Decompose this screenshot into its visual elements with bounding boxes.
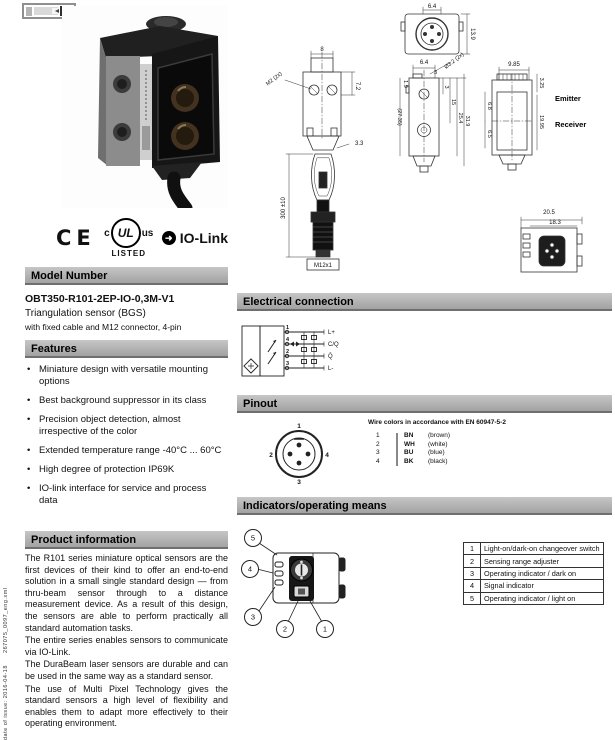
pinout-row-pin: 3 [376,449,380,456]
product-info-paragraph: The use of Multi Pixel Technology gives the standard sensors a high level of flexibility and enables them to adapt more effectively to their operating environment. [25,683,228,729]
dim-conn-inner: 18.3 [549,220,561,226]
pinout-row-pin: 4 [376,457,380,465]
indicators-row: 4 Signal indicator [464,580,604,592]
section-header-features: Features [25,340,228,358]
pinout-pin-right: 4 [325,452,329,459]
circuit-pin-label: L- [328,366,334,372]
ce-mark-icon: CE [56,226,96,250]
circuit-pin-label: C/Q [328,342,339,348]
dim-front-width: 8 [320,47,324,53]
model-description: with fixed cable and M12 connector, 4-pin [25,322,182,332]
section-header-electrical-connection: Electrical connection [237,293,612,311]
dim-side-ref: (27.35) [396,108,402,126]
pinout-row-pin: 2 [376,440,380,448]
feature-item: • Best background suppressor in its class [25,395,222,407]
product-information-text [25,553,228,731]
pinout-row-pin: 1 [376,432,380,439]
section-header-pinout: Pinout [237,395,612,413]
dim-front-side: 7.2 [354,81,360,91]
model-number: OBT350-R101-2EP-IO-0,3M-V1 [25,293,175,305]
ul-listed-icon: c UL us LISTED [101,218,157,258]
pinout-row-color: (brown) [428,432,451,439]
pinout-row-color: (blue) [428,449,445,456]
pinout-pin-bottom: 3 [297,479,301,486]
model-subtitle: Triangulation sensor (BGS) [25,308,146,319]
indicators-row: 2 Sensing range adjuster [464,555,604,567]
dim-thread: M12x1 [313,263,333,269]
circuit-pin-number: 2 [286,349,290,355]
dim-side-hole-offset: 3 [434,70,438,76]
pinout-row-color: (black) [428,457,448,465]
circuit-pin-number: 3 [286,361,290,367]
indicators-diagram [240,525,355,652]
callout-4: 4 [247,564,253,574]
indicators-row: 1 Light-on/dark-on changeover switch [464,543,604,555]
pinout-table-divider [396,433,398,466]
dim-side-total: 31.9 [464,115,470,127]
label-receiver: Receiver [555,120,587,129]
dim-rear-height: 19.95 [538,115,544,129]
dim-side-mid: 15 [450,98,456,106]
label-emitter: Emitter [555,94,581,103]
callout-5: 5 [250,533,256,543]
pinout-row-code: WH [404,440,415,448]
dim-front-bottom: 3.3 [355,141,364,147]
circuit-pin-label: L+ [328,330,335,336]
pinout-row-code: BU [404,449,414,456]
feature-item: • Miniature design with versatile mounting options [25,364,222,388]
callout-2: 2 [282,624,288,634]
dim-side-nub: 1.9 [402,80,408,88]
pinout-row-code: BK [404,457,414,465]
feature-item: • Precision object detection, almost irrespective of the color [25,414,222,438]
pinout-wire-table [376,432,468,466]
section-header-indicators: Indicators/operating means [237,497,612,515]
pinout-connector-diagram [266,420,332,491]
callout-1: 1 [322,624,328,634]
dim-cable-length: 300 ±10 [281,197,287,219]
dim-rear-emitter: 6.8 [486,102,492,110]
date-of-issue-note: date of issue: 2016-04-18 267075_0097_eng.xml [3,587,9,740]
certification-row [56,218,228,258]
dimension-drawing [237,0,612,295]
dim-conn-width: 20.5 [543,210,555,216]
section-header-product-information: Product information [25,531,228,549]
indicators-table [463,542,604,605]
dim-side-holes: Ø3.2 (2x) [443,51,466,71]
section-header-model-number: Model Number [25,267,228,285]
dim-side-width: 6.4 [419,60,429,66]
product-info-paragraph: The R101 series miniature optical sensors are the first devices of their kind to offer an end-to-end solution in a small single standard design — from thru-beam sensor through to a distance measurement device. As a result of this design, the sensors are able to perform practically all standard automation tasks. [25,553,228,633]
io-link-icon: ➜ [162,231,176,245]
circuit-pin-label: Q̄ [328,354,333,360]
callout-3: 3 [250,612,256,622]
feature-item: • IO-link interface for service and process data [25,483,222,507]
pinout-pin-left: 2 [269,452,273,459]
indicators-row: 3 Operating indicator / dark on [464,567,604,579]
product-photo [62,6,228,213]
dim-side-top: 3 [443,85,449,89]
feature-item: • Extended temperature range -40°C ... 60°C [25,445,222,457]
indicators-row: 5 Operating indicator / light on [464,592,604,604]
dim-rear-top: 3.25 [538,77,544,89]
pinout-row-color: (white) [428,440,448,448]
pinout-row-code: BN [404,432,414,439]
circuit-pin-number: 1 [286,325,290,331]
feature-item: • High degree of protection IP69K [25,464,222,476]
circuit-pin-number: 4 [286,337,290,343]
electrical-connection-diagram [240,320,380,389]
product-info-paragraph: The DuraBeam laser sensors are durable and can be used in the same way as a standard sensor. [25,659,228,681]
dim-rear-width: 9.85 [508,62,520,68]
dim-top-height: 13.9 [469,28,475,40]
pinout-note: Wire colors in accordance with EN 60947-5-2 [368,419,506,426]
product-info-paragraph: The entire series enables sensors to communicate via IO-Link. [25,635,228,657]
dim-front-holes: M2 (2x) [265,71,284,88]
io-link-logo: ➜ IO-Link [162,230,228,246]
pinout-pin-top: 1 [297,423,301,430]
dim-side-body: 25.4 [457,112,463,124]
dim-rear-receiver: 6.5 [486,130,492,138]
dim-top-width: 6.4 [427,4,437,10]
features-list [25,364,222,514]
